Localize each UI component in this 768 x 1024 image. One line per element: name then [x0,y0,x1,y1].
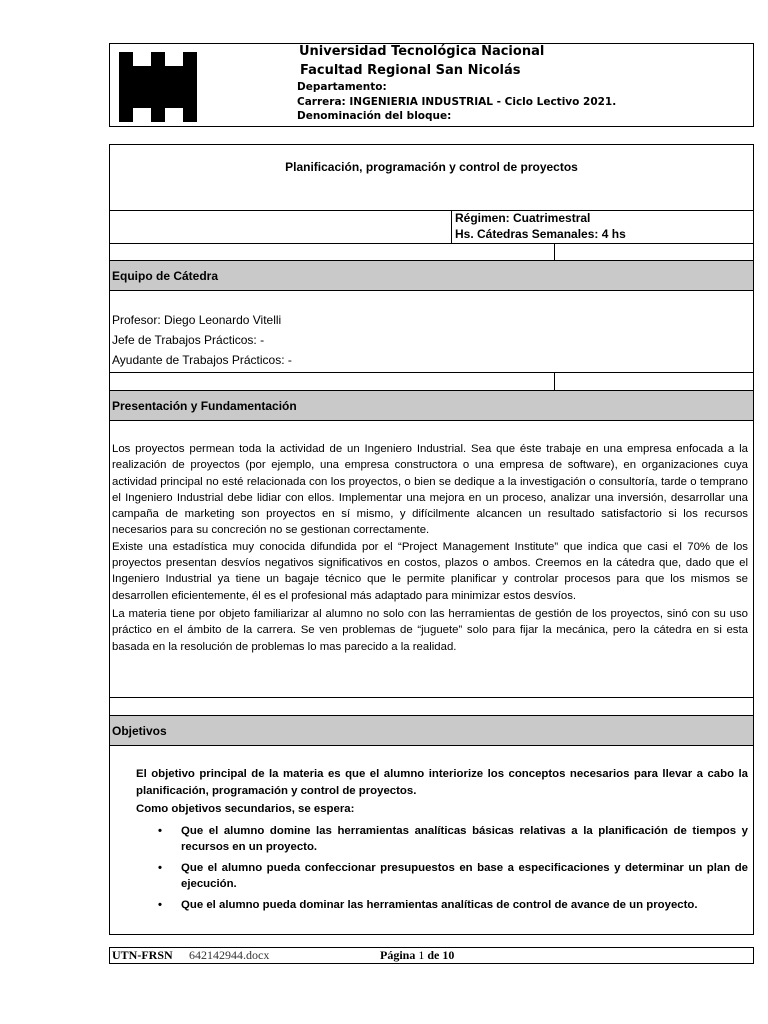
objective-item: • Que el alumno pueda dominar las herramientas analíticas de control de avance de un proyecto. [158,899,698,911]
jtp-line: Jefe de Trabajos Prácticos: - [112,333,265,347]
bullet-icon: • [158,862,162,874]
footer-page: Página 1 de 10 [380,948,455,962]
professor-line: Profesor: Diego Leonardo Vitelli [112,313,282,327]
objectives-heading: Objetivos [112,724,167,738]
column-divider [451,210,452,243]
row-divider [109,372,754,373]
presentation-paragraph-1: Los proyectos permean toda la actividad de un Ingeniero Industrial. Sea que éste trabaje en una empresa enfocada a la realización de proyectos (por ejemplo, una empresa constructora o una empresa de software), en organizaciones cuya actividad principal no esté relacionada con los proyectos, o bien se dedique a la investigación o consultoría, tarde o temprano el Ingeniero Industrial debe lidiar con ellos. Implementar una mejora en un proceso, analizar una inversión, desarrollar una campaña de marketing son proyectos en sí mismo, y difícilmente alcancen un resultado satisfactorio si los recursos necesarios para su concreción no se gestionan correctamente. [112,443,748,537]
objectives-list [158,823,748,913]
column-divider [554,243,555,260]
bullet-icon: • [158,899,162,911]
footer-org: UTN-FRSN [112,948,173,962]
objective-item: • Que el alumno domine las herramientas analíticas básicas relativas a la planificación de tiempos y recursos en un proyecto. [158,825,748,853]
presentation-heading: Presentación y Fundamentación [112,399,297,413]
objectives-main: El objetivo principal de la materia es que el alumno interiorize los conceptos necesarios para llevar a cabo la planificación, programación y control de proyectos. [136,768,748,797]
row-divider [109,243,754,244]
department-label: Departamento: [297,81,387,93]
objectives-heading-bar [110,715,753,746]
bullet-icon: • [158,825,162,837]
presentation-body [112,441,748,655]
row-divider [109,697,754,698]
block-label: Denominación del bloque: [297,110,452,122]
presentation-paragraph-2: Existe una estadística muy conocida difundida por el “Project Management Institute” que indica que casi el 70% de los proyectos presentan desvíos negativos significativos en costos, plazos o ambos. Creemos en la cátedra que, dado que el Ingeniero Industrial ya tiene un bagaje técnico que le permite planificar y controlar procesos para que los mismos se desarrollen eficientemente, él es el profesional más adaptado para minimizar estos desvíos. [112,540,748,602]
faculty-name: Facultad Regional San Nicolás [300,63,521,78]
hours-label: Hs. Cátedras Semanales: 4 hs [455,227,626,241]
career-label: Carrera: INGENIERIA INDUSTRIAL - Ciclo Lectivo 2021. [297,96,617,108]
utn-logo-icon [119,52,197,122]
subject-title: Planificación, programación y control de proyectos [285,160,578,174]
team-heading: Equipo de Cátedra [112,269,219,283]
presentation-heading-bar [110,390,753,421]
objectives-secondary-intro: Como objetivos secundarios, se espera: [136,803,355,815]
atp-line: Ayudante de Trabajos Prácticos: - [112,353,292,367]
team-heading-bar [110,260,753,291]
presentation-paragraph-3: La materia tiene por objeto familiarizar al alumno no solo con las herramientas de gestión de los proyectos, sinó con su uso práctico en el ámbito de la carrera. Se ven problemas de “juguete” solo para fijar la mecánica, pero la cátedra en si esta basada en la resolución de problemas lo mas parecido a la realidad. [112,607,748,653]
footer-filename: 642142944.docx [189,948,270,962]
objective-item: • Que el alumno pueda confeccionar presupuestos en base a especificaciones y determinar un plan de ejecución. [158,862,748,890]
regime-label: Régimen: Cuatrimestral [455,211,591,225]
row-divider [109,210,754,211]
university-name: Universidad Tecnológica Nacional [299,44,545,59]
column-divider [554,372,555,390]
page-footer [109,947,754,964]
